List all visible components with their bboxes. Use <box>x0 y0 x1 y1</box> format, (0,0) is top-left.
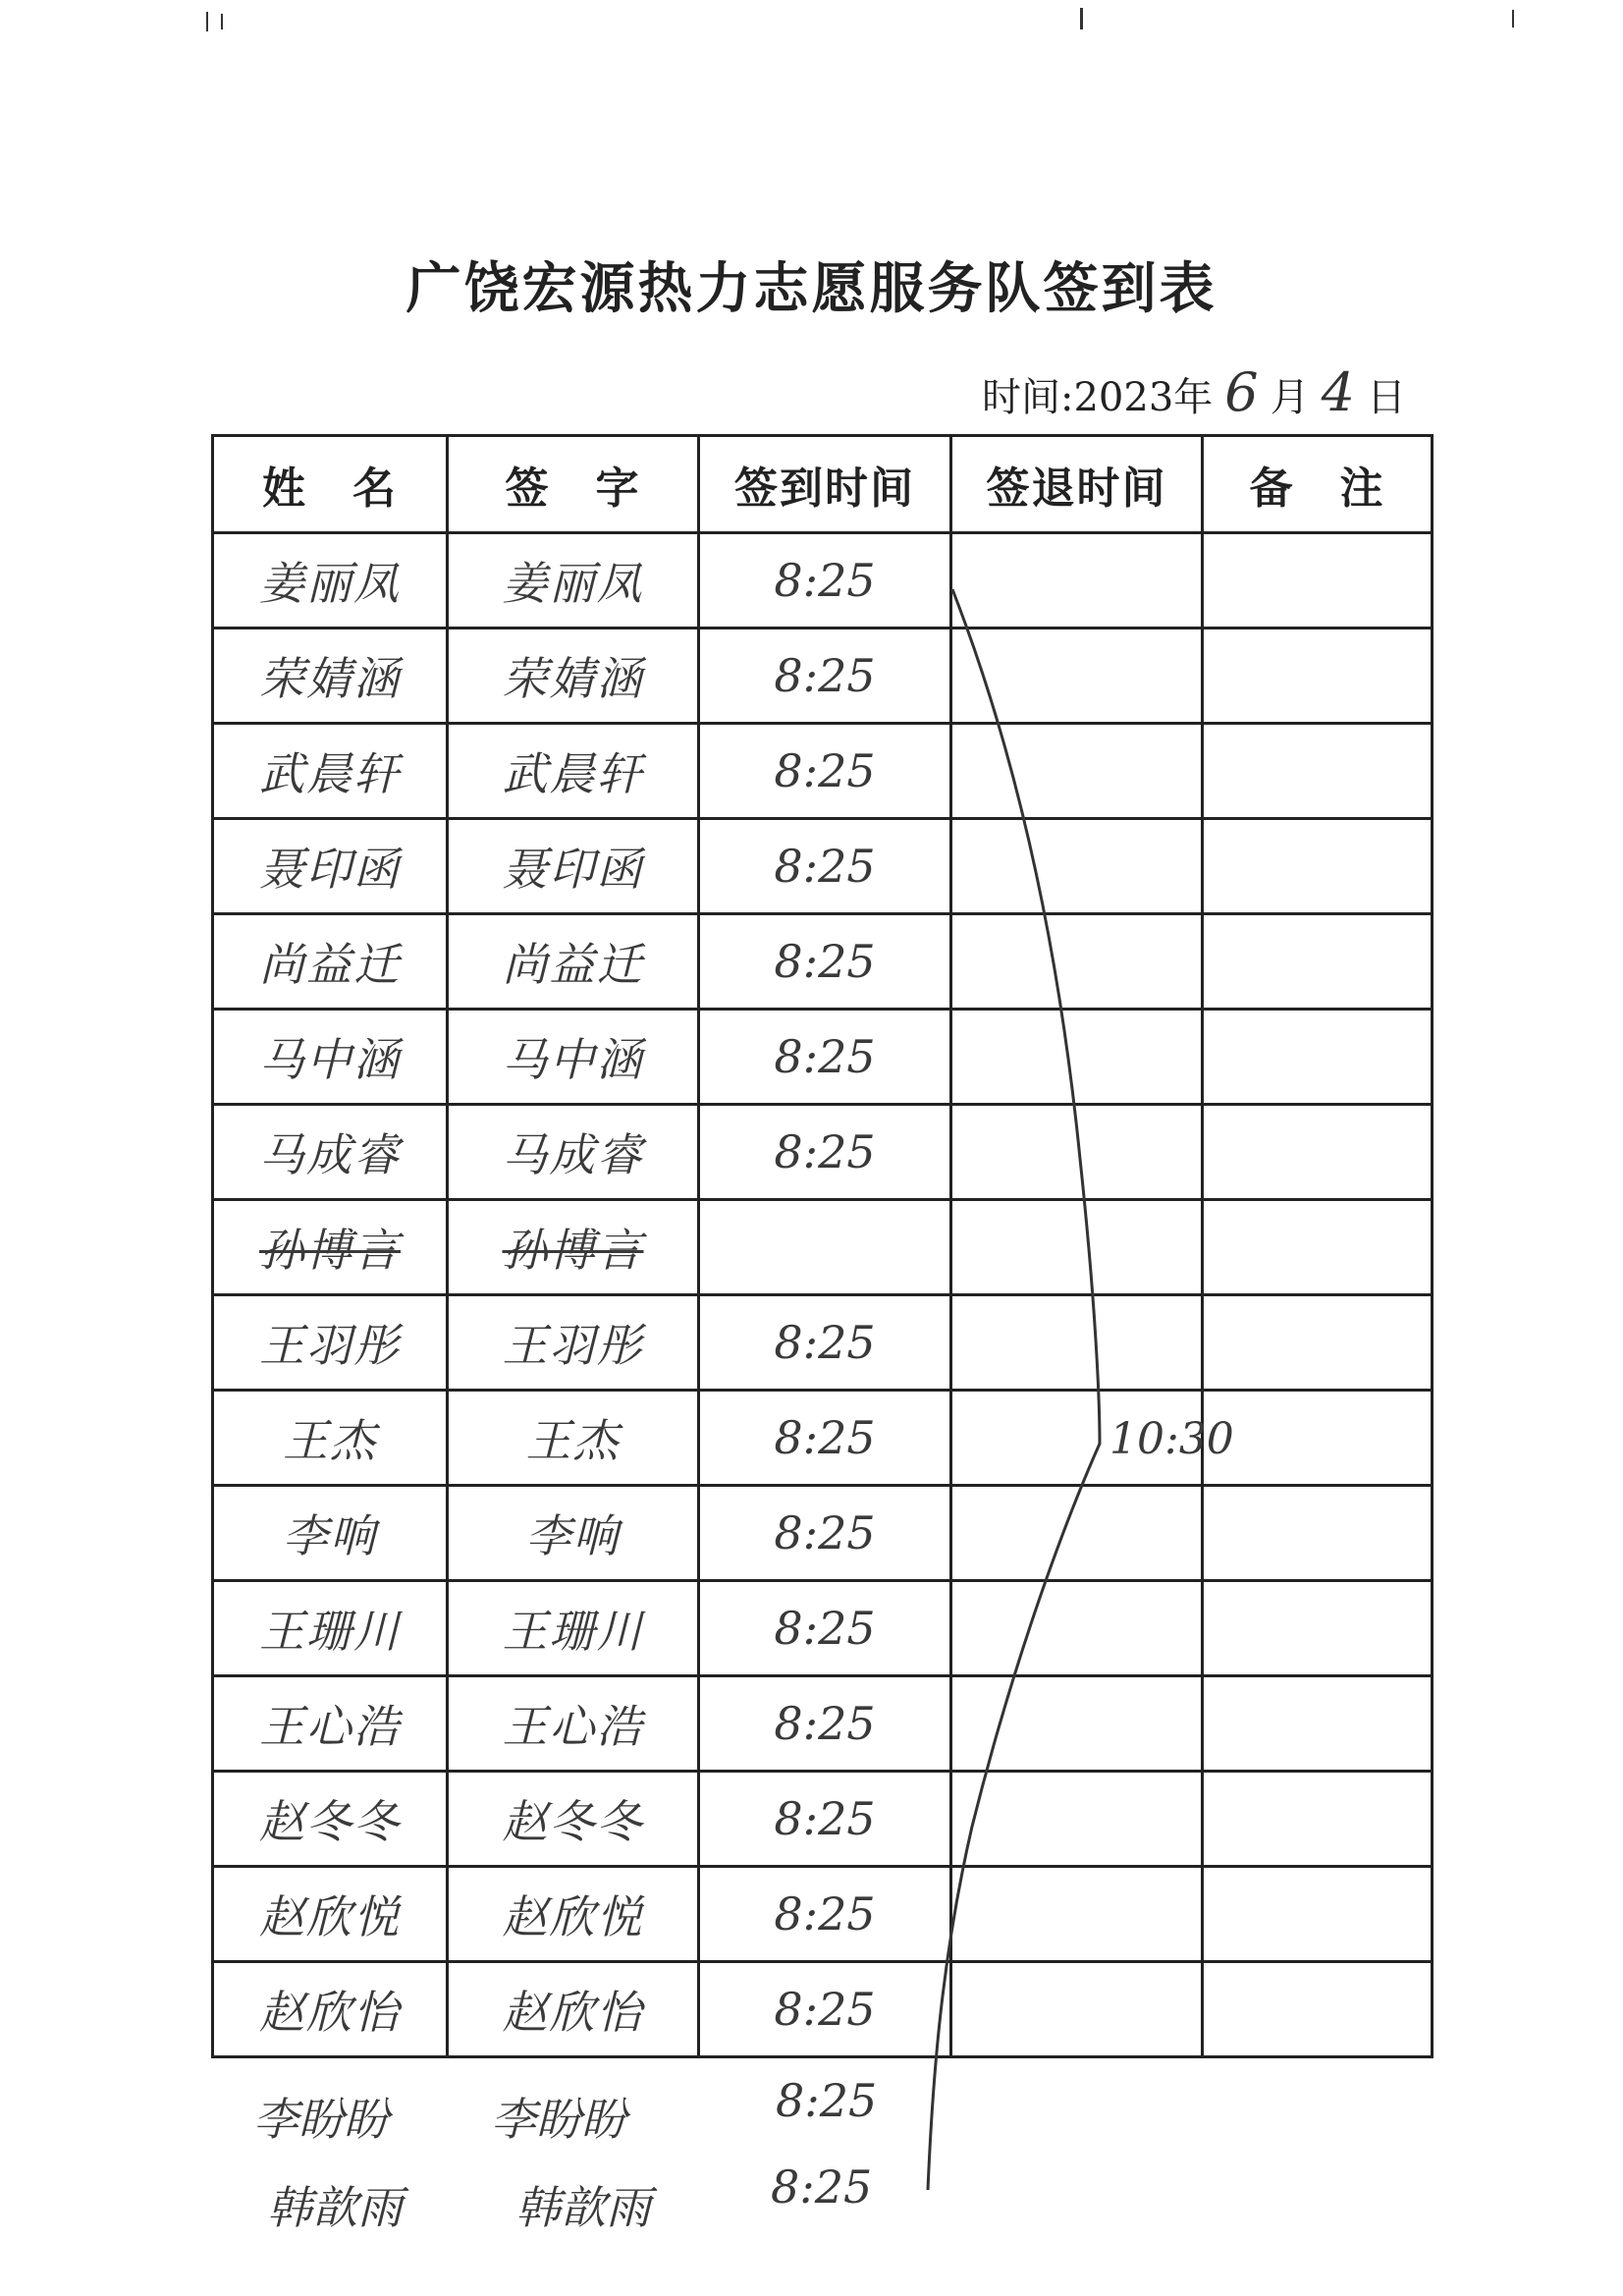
extra-row-name: 韩歆雨 <box>267 2181 403 2234</box>
sign-in-time-text: 8:25 <box>774 554 876 607</box>
extra-row-signature: 李盼盼 <box>491 2093 626 2146</box>
sign-in-time-text: 8:25 <box>774 1125 876 1178</box>
signature-text: 尚益迁 <box>502 938 644 991</box>
name-text: 赵欣悦 <box>259 1890 401 1943</box>
name-text: 王羽彤 <box>259 1319 401 1372</box>
name-text: 李响 <box>283 1509 377 1562</box>
signature-text: 王心浩 <box>502 1700 644 1753</box>
sign-in-time-text: 8:25 <box>774 744 876 797</box>
name-text: 武晨轩 <box>259 747 401 800</box>
sign-in-time-text: 8:25 <box>774 1602 876 1655</box>
header-sign-in-time: 签到时间 <box>699 436 951 533</box>
sign-in-time-text: 8:25 <box>774 1697 876 1750</box>
signature-text: 赵冬冬 <box>502 1795 644 1848</box>
name-text: 孙博言 <box>259 1224 401 1277</box>
name-text: 王心浩 <box>259 1700 401 1753</box>
signature-text: 马成睿 <box>502 1128 644 1181</box>
signature-text: 王珊川 <box>502 1605 644 1658</box>
signature-text: 赵欣悦 <box>502 1890 644 1943</box>
sign-in-time-text: 8:25 <box>774 1411 876 1464</box>
name-text: 马中涵 <box>259 1033 401 1086</box>
sign-in-time-text: 8:25 <box>774 1792 876 1845</box>
header-sign-out-time: 签退时间 <box>951 436 1203 533</box>
date-day: 4 <box>1321 361 1355 423</box>
name-text: 聂印函 <box>259 843 401 896</box>
signature-text: 孙博言 <box>502 1224 644 1277</box>
name-text: 尚益迁 <box>259 938 401 991</box>
sign-in-time-text: 8:25 <box>774 1887 876 1941</box>
date-month-unit: 月 <box>1270 375 1310 420</box>
name-text: 姜丽凤 <box>259 557 401 610</box>
sign-in-time-text: 8:25 <box>774 840 876 893</box>
signature-text: 赵欣怡 <box>502 1986 644 2039</box>
signature-text: 马中涵 <box>502 1033 644 1086</box>
sign-in-time-text: 8:25 <box>774 1030 876 1083</box>
extra-row-name: 李盼盼 <box>253 2093 389 2146</box>
bracket-stroke <box>928 589 1100 2190</box>
header-signature: 签 字 <box>448 436 699 533</box>
signature-text: 聂印函 <box>502 843 644 896</box>
name-text: 王杰 <box>283 1414 377 1467</box>
header-remark: 备 注 <box>1203 436 1433 533</box>
signature-text: 王杰 <box>525 1414 621 1467</box>
signature-text: 王羽彤 <box>502 1319 644 1372</box>
name-text: 马成睿 <box>259 1128 401 1181</box>
sign-in-time-text: 8:25 <box>774 1983 876 2036</box>
name-text: 荣婧涵 <box>259 652 401 705</box>
name-text: 赵冬冬 <box>259 1795 401 1848</box>
name-text: 王珊川 <box>259 1605 401 1658</box>
date-label: 时间:2023年 <box>982 375 1214 420</box>
sign-out-note-time: 10:30 <box>1109 1414 1234 1464</box>
extra-row-sign-in: 8:25 <box>771 2160 873 2214</box>
sign-in-time-text: 8:25 <box>774 1506 876 1559</box>
date-day-unit: 日 <box>1367 375 1406 420</box>
sign-in-time-text: 8:25 <box>774 649 876 702</box>
signature-text: 武晨轩 <box>502 747 644 800</box>
header-name: 姓 名 <box>213 436 448 533</box>
signature-text: 荣婧涵 <box>502 652 644 705</box>
sign-in-time-text: 8:25 <box>774 935 876 988</box>
signature-text: 姜丽凤 <box>502 557 644 610</box>
extra-row-signature: 韩歆雨 <box>515 2181 651 2234</box>
date-month: 6 <box>1224 361 1259 423</box>
signature-text: 李响 <box>525 1509 621 1562</box>
name-text: 赵欣怡 <box>259 1986 401 2039</box>
sign-in-time-text: 8:25 <box>774 1316 876 1369</box>
extra-row-sign-in: 8:25 <box>776 2074 878 2127</box>
document-title: 广饶宏源热力志愿服务队签到表 <box>406 257 1217 321</box>
